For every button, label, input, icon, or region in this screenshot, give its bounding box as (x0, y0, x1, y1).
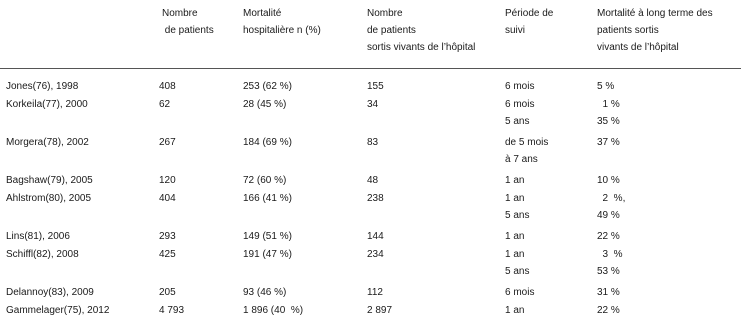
follow-up-cell-text: 5 ans (505, 116, 530, 127)
hospital-mortality-cell-text: 149 (51 %) (243, 231, 292, 242)
study-cell-text: Morgera(78), 2002 (6, 137, 89, 148)
survivors-cell (367, 174, 378, 191)
long-term-mortality-cell-text: 10 % (597, 175, 620, 186)
follow-up-cell (505, 286, 534, 303)
survivors-cell-text: 34 (367, 99, 379, 110)
patients-cell (159, 136, 176, 153)
study-cell (6, 248, 79, 265)
patients-cell (159, 230, 176, 247)
column-header-line: Nombre (162, 8, 198, 19)
patients-cell-text: 62 (159, 99, 171, 110)
follow-up-cell-text: 6 mois (505, 81, 535, 92)
study-cell (6, 136, 89, 153)
study-cell-text: Delannoy(83), 2009 (6, 287, 94, 298)
column-header (597, 7, 713, 58)
follow-up-cell (505, 80, 534, 97)
patients-cell-text: 404 (159, 193, 176, 204)
patients-cell (159, 98, 170, 115)
patients-cell-text: 205 (159, 287, 176, 298)
study-cell-text: Ahlstrom(80), 2005 (6, 193, 92, 204)
column-header (243, 7, 321, 41)
patients-cell-text: 267 (159, 137, 176, 148)
hospital-mortality-cell (243, 136, 292, 153)
hospital-mortality-cell (243, 174, 286, 191)
study-cell-text: Bagshaw(79), 2005 (6, 175, 93, 186)
study-cell (6, 80, 78, 97)
patients-cell-text: 425 (159, 249, 176, 260)
long-term-mortality-cell (597, 304, 620, 321)
survivors-cell (367, 98, 378, 115)
column-header-line: sortis vivants de l’hôpital (367, 42, 476, 53)
long-term-mortality-cell (597, 80, 614, 97)
hospital-mortality-cell (243, 286, 286, 303)
column-header (505, 7, 553, 41)
long-term-mortality-cell-text: 22 % (597, 305, 620, 316)
follow-up-cell-text: de 5 mois (505, 137, 549, 148)
hospital-mortality-cell (243, 98, 286, 115)
follow-up-cell (505, 98, 534, 132)
long-term-mortality-cell-text: 3 % (597, 249, 623, 260)
survivors-cell (367, 192, 384, 209)
column-header-line: Mortalité à long terme des (597, 8, 713, 19)
hospital-mortality-cell (243, 230, 292, 247)
survivors-cell-text: 48 (367, 175, 379, 186)
column-header-line: Nombre (367, 8, 403, 19)
follow-up-cell (505, 192, 529, 226)
hospital-mortality-cell-text: 253 (62 %) (243, 81, 292, 92)
long-term-mortality-cell (597, 286, 620, 303)
patients-cell (159, 174, 176, 191)
column-header-line: de patients (367, 25, 416, 36)
study-cell (6, 286, 94, 303)
patients-cell (159, 304, 184, 321)
long-term-mortality-cell-text: 37 % (597, 137, 620, 148)
study-cell-text: Lins(81), 2006 (6, 231, 70, 242)
long-term-mortality-cell (597, 192, 625, 226)
patients-cell-text: 4 793 (159, 305, 185, 316)
hospital-mortality-cell-text: 184 (69 %) (243, 137, 292, 148)
study-cell (6, 174, 93, 191)
study-cell (6, 192, 91, 209)
long-term-mortality-cell-text: 22 % (597, 231, 620, 242)
column-header-line: Période de (505, 8, 554, 19)
header-rule (0, 68, 741, 69)
follow-up-cell (505, 230, 524, 247)
patients-cell-text: 293 (159, 231, 176, 242)
follow-up-cell-text: 5 ans (505, 210, 530, 221)
survivors-cell-text: 155 (367, 81, 384, 92)
patients-cell (159, 192, 176, 209)
follow-up-cell (505, 136, 548, 170)
hospital-mortality-cell (243, 248, 292, 265)
long-term-mortality-cell (597, 174, 620, 191)
patients-cell (159, 286, 176, 303)
hospital-mortality-cell (243, 304, 303, 321)
hospital-mortality-cell-text: 166 (41 %) (243, 193, 292, 204)
hospital-mortality-cell-text: 191 (47 %) (243, 249, 292, 260)
patients-cell-text: 408 (159, 81, 176, 92)
study-cell-text: Gammelager(75), 2012 (6, 305, 110, 316)
column-header-line: patients sortis (597, 25, 659, 36)
long-term-mortality-cell-text: 49 % (597, 210, 620, 221)
hospital-mortality-cell (243, 192, 292, 209)
follow-up-cell-text: 1 an (505, 249, 525, 260)
long-term-mortality-cell-text: 31 % (597, 287, 620, 298)
column-header-line: vivants de l’hôpital (597, 42, 679, 53)
survivors-cell (367, 136, 378, 153)
follow-up-cell-text: 5 ans (505, 266, 530, 277)
study-cell (6, 304, 109, 321)
long-term-mortality-cell (597, 98, 620, 132)
hospital-mortality-cell-text: 93 (46 %) (243, 287, 287, 298)
study-cell-text: Korkeila(77), 2000 (6, 99, 88, 110)
long-term-mortality-cell-text: 1 % (597, 99, 620, 110)
follow-up-cell-text: 1 an (505, 193, 525, 204)
patients-cell (159, 80, 176, 97)
follow-up-cell-text: 1 an (505, 305, 525, 316)
survivors-cell-text: 238 (367, 193, 384, 204)
hospital-mortality-cell (243, 80, 292, 97)
survivors-cell-text: 144 (367, 231, 384, 242)
long-term-mortality-cell-text: 35 % (597, 116, 620, 127)
patients-cell-text: 120 (159, 175, 176, 186)
follow-up-cell-text: 1 an (505, 175, 525, 186)
survivors-cell-text: 83 (367, 137, 379, 148)
long-term-mortality-cell-text: 53 % (597, 266, 620, 277)
long-term-mortality-cell (597, 230, 620, 247)
hospital-mortality-cell-text: 72 (60 %) (243, 175, 287, 186)
survivors-cell (367, 286, 383, 303)
survivors-cell-text: 2 897 (367, 305, 393, 316)
follow-up-cell (505, 174, 524, 191)
column-header (162, 7, 214, 41)
survivors-cell (367, 304, 392, 321)
study-cell-text: Jones(76), 1998 (6, 81, 79, 92)
follow-up-cell (505, 248, 529, 282)
patients-cell (159, 248, 176, 265)
column-header-line: Mortalité (243, 8, 282, 19)
follow-up-cell (505, 304, 524, 321)
column-header (367, 7, 475, 58)
study-cell-text: Schiffl(82), 2008 (6, 249, 79, 260)
column-header-line: suivi (505, 25, 526, 36)
survivors-cell (367, 248, 384, 265)
follow-up-cell-text: à 7 ans (505, 154, 538, 165)
hospital-mortality-cell-text: 1 896 (40 %) (243, 305, 304, 316)
column-header-line: de patients (162, 25, 214, 36)
follow-up-cell-text: 1 an (505, 231, 525, 242)
long-term-mortality-cell-text: 2 %, (597, 193, 626, 204)
survivors-cell (367, 230, 384, 247)
column-header-line: hospitalière n (%) (243, 25, 321, 36)
long-term-mortality-cell-text: 5 % (597, 81, 615, 92)
survivors-cell-text: 234 (367, 249, 384, 260)
follow-up-cell-text: 6 mois (505, 99, 535, 110)
follow-up-cell-text: 6 mois (505, 287, 535, 298)
long-term-mortality-cell (597, 136, 620, 153)
survivors-cell-text: 112 (367, 287, 383, 298)
long-term-mortality-cell (597, 248, 623, 282)
survivors-cell (367, 80, 384, 97)
study-cell (6, 98, 88, 115)
study-cell (6, 230, 70, 247)
hospital-mortality-cell-text: 28 (45 %) (243, 99, 287, 110)
